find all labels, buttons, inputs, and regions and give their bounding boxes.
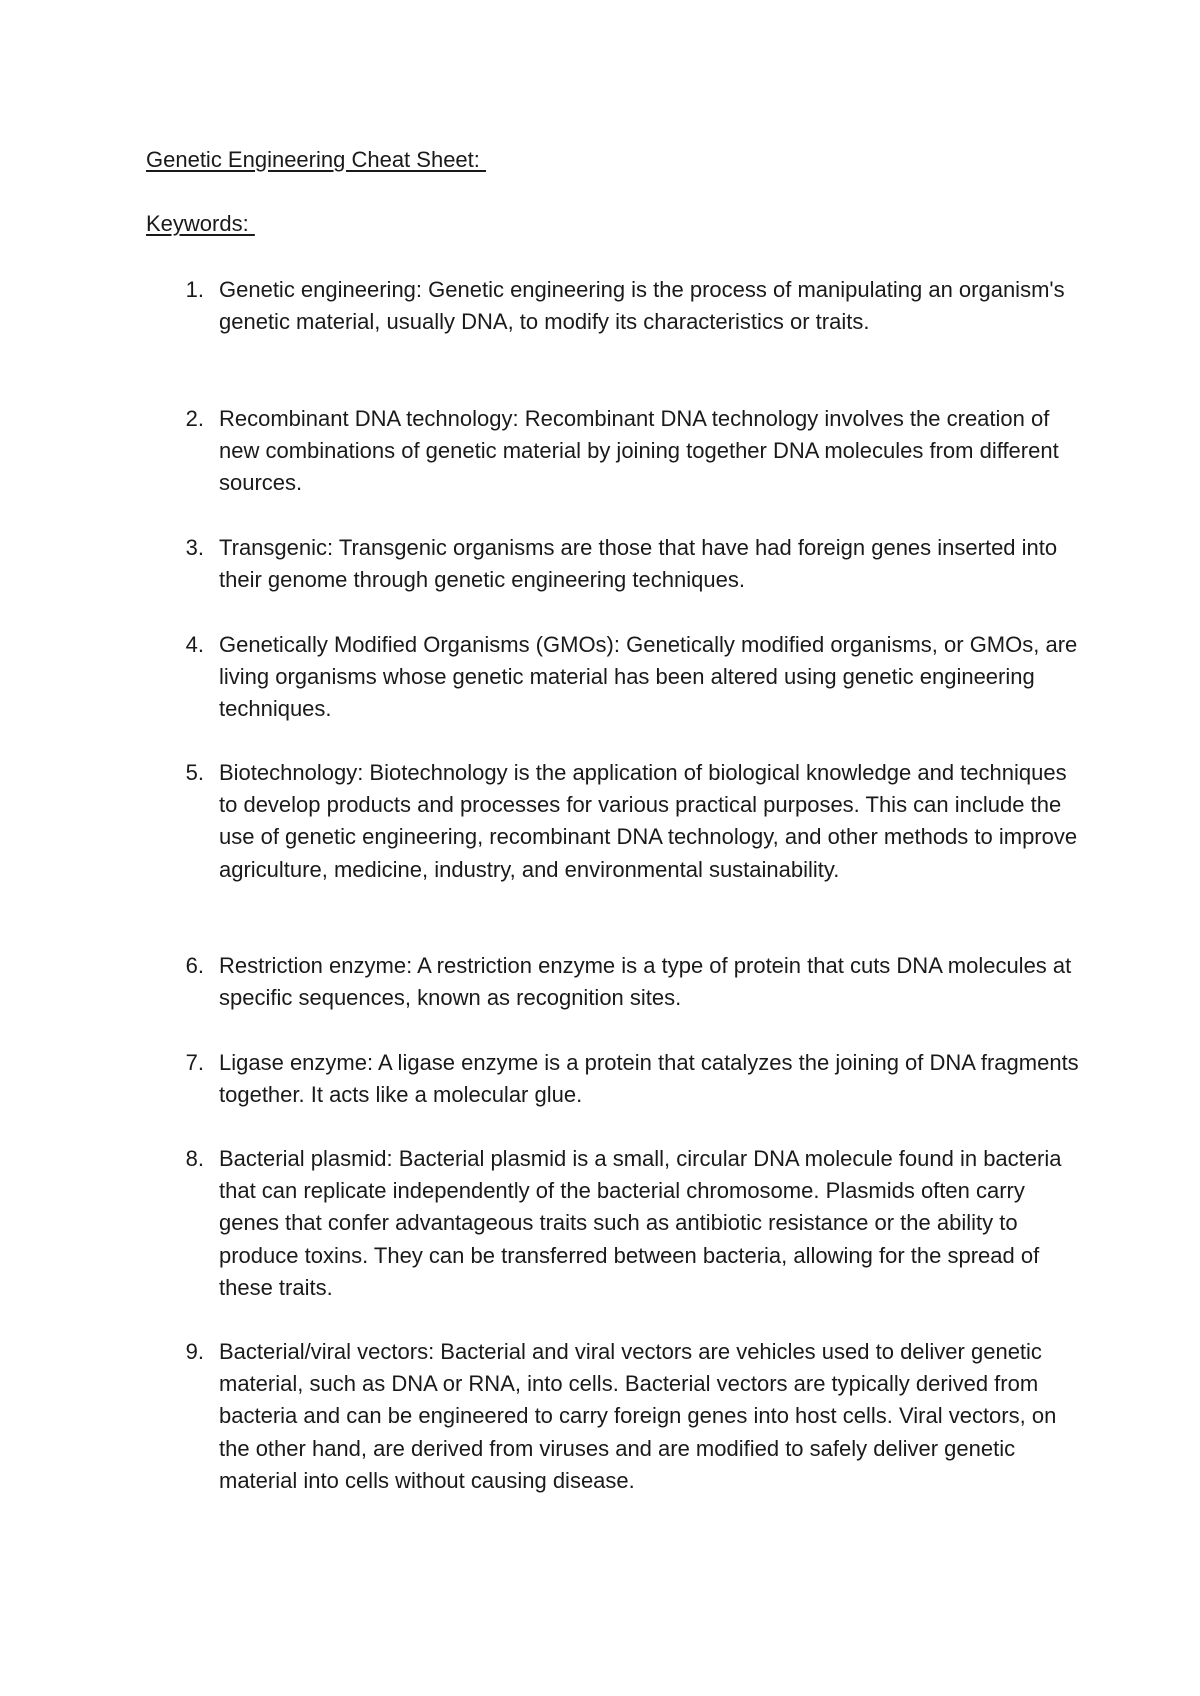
list-item-text: Genetically Modified Organisms (GMOs): Genetically modified organisms, or GMOs, are living organisms whose genetic material has been altered using genetic engineering techniques. — [219, 632, 1078, 722]
list-item-text: Ligase enzyme: A ligase enzyme is a protein that catalyzes the joining of DNA fragments together. It acts like a molecular glue. — [219, 1050, 1079, 1108]
list-item-number: 5. — [185, 760, 204, 785]
document-title: Genetic Engineering Cheat Sheet: — [146, 147, 487, 172]
list-item-text: Transgenic: Transgenic organisms are those that have had foreign genes inserted into their genome through genetic engineering techniques. — [219, 535, 1058, 593]
list-item-number: 7. — [185, 1050, 204, 1075]
keywords-heading: Keywords: — [146, 211, 255, 236]
list-item-number: 8. — [185, 1146, 204, 1171]
list-item-number: 4. — [185, 632, 204, 657]
list-item-number: 3. — [185, 535, 204, 560]
list-item-number: 1. — [185, 277, 204, 302]
list-item-text: Bacterial/viral vectors: Bacterial and viral vectors are vehicles used to deliver genetic material, such as DNA or RNA, into cells. Bacterial vectors are typically derived from bacteria and can be engineered to carry foreign genes into host cells. Viral vectors, on the other hand, are derived from viruses and are modified to safely deliver genetic material into cells without causing disease. — [219, 1339, 1057, 1493]
list-item-number: 6. — [185, 953, 204, 978]
list-item-number: 2. — [185, 406, 204, 431]
list-item-text: Bacterial plasmid: Bacterial plasmid is a small, circular DNA molecule found in bacteria that can replicate independently of the bacterial chromosome. Plasmids often carry genes that confer advantageous traits such as antibiotic resistance or the ability to produce toxins. They can be transferred between bacteria, allowing for the spread of these traits. — [219, 1146, 1062, 1300]
list-item-text: Biotechnology: Biotechnology is the application of biological knowledge and techniques to develop products and processes for various practical purposes. This can include the use of genetic engineering, recombinant DNA technology, and other methods to improve agriculture, medicine, industry, and environmental sustainability. — [219, 760, 1078, 882]
list-item-number: 9. — [185, 1339, 204, 1364]
list-item-text: Restriction enzyme: A restriction enzyme is a type of protein that cuts DNA molecules at specific sequences, known as recognition sites. — [219, 953, 1072, 1011]
list-item-text: Recombinant DNA technology: Recombinant DNA technology involves the creation of new combinations of genetic material by joining together DNA molecules from different sources. — [219, 406, 1059, 496]
list-item-text: Genetic engineering: Genetic engineering is the process of manipulating an organism's genetic material, usually DNA, to modify its characteristics or traits. — [219, 277, 1065, 335]
